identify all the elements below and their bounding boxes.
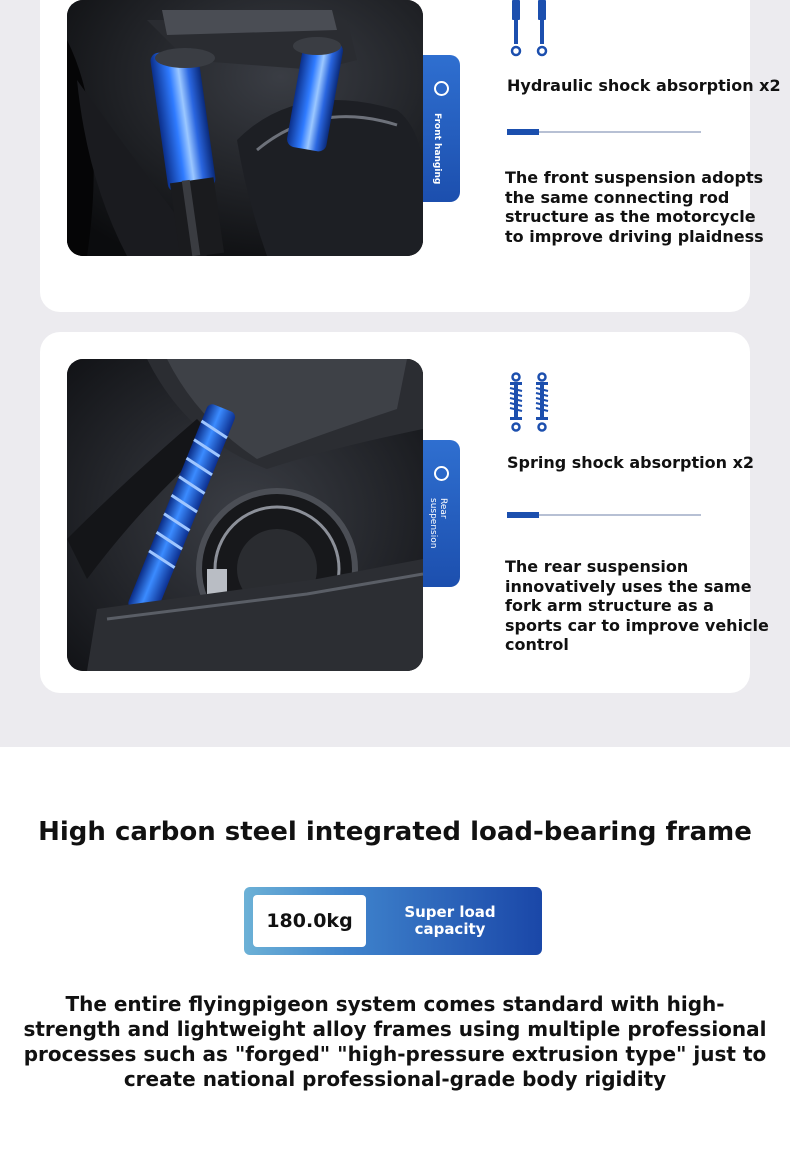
divider [507, 512, 701, 518]
load-capacity-badge [244, 887, 542, 955]
capacity-label: Super load capacity [404, 903, 496, 938]
front-fork-photo [67, 0, 423, 256]
tab-front-hanging[interactable] [423, 55, 460, 202]
feature-title: Hydraulic shock absorption x2 [507, 76, 781, 95]
feature-description: The front suspension adopts the same connecting rod structure as the motorcycle to improve driving plaidness [505, 168, 764, 246]
feature-description: The rear suspension innovatively uses the same fork arm structure as a sports car to improve vehicle control [505, 557, 769, 654]
tab-rear-suspension[interactable] [423, 440, 460, 587]
rear-shock-photo [67, 359, 423, 671]
spring-shock-icon [509, 372, 553, 438]
tab-label: Rear suspension [428, 498, 448, 549]
frame-title: High carbon steel integrated load-bearing frame [38, 817, 752, 847]
circle-icon [434, 466, 449, 481]
frame-description: The entire flyingpigeon system comes standard with high-strength and lightweight alloy frames using multiple professional processes such as "forged" "high-pressure extrusion type" just to create national professional-grade body rigidity [23, 992, 767, 1091]
tab-label: Front hanging [432, 113, 442, 185]
front-suspension-card [40, 0, 781, 312]
hydraulic-shock-icon [509, 0, 553, 66]
circle-icon [434, 81, 449, 96]
divider [507, 129, 701, 135]
capacity-value: 180.0kg [253, 895, 366, 947]
feature-title: Spring shock absorption x2 [507, 453, 755, 472]
rear-suspension-card [40, 332, 769, 693]
